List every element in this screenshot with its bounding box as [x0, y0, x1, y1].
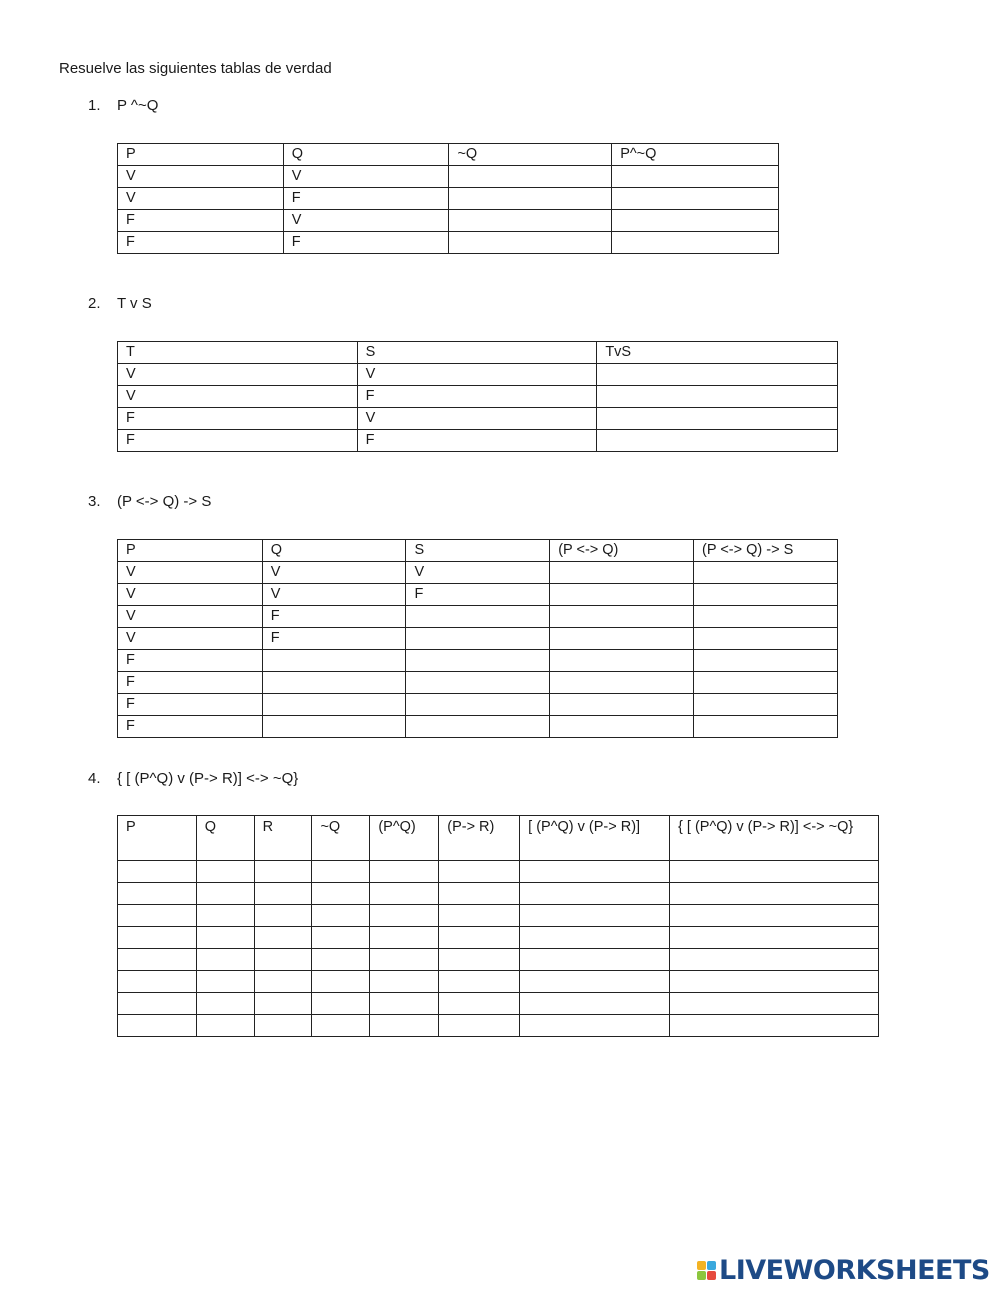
table-row	[118, 562, 838, 584]
column-header: S	[357, 342, 597, 364]
answer-cell[interactable]	[550, 716, 694, 738]
value-cell: V	[406, 562, 550, 584]
column-header: (P <-> Q)	[550, 540, 694, 562]
answer-cell[interactable]	[254, 927, 312, 949]
answer-cell[interactable]	[370, 927, 439, 949]
answer-cell[interactable]	[550, 584, 694, 606]
table-row	[118, 883, 879, 905]
table-row	[118, 949, 879, 971]
answer-cell[interactable]	[196, 993, 254, 1015]
value-cell: F	[283, 232, 449, 254]
value-cell: V	[283, 210, 449, 232]
answer-cell[interactable]	[196, 883, 254, 905]
column-header: ~Q	[449, 144, 612, 166]
table-row	[118, 606, 838, 628]
question-4-title	[88, 770, 298, 787]
answer-cell[interactable]	[370, 905, 439, 927]
value-cell: V	[262, 584, 406, 606]
answer-cell[interactable]	[262, 650, 406, 672]
answer-cell[interactable]	[312, 993, 370, 1015]
answer-cell[interactable]	[670, 971, 879, 993]
column-header: P	[118, 144, 284, 166]
answer-cell[interactable]	[670, 949, 879, 971]
answer-cell[interactable]	[694, 584, 838, 606]
value-cell: V	[118, 628, 263, 650]
value-cell: F	[118, 650, 263, 672]
column-header: R	[254, 816, 312, 861]
answer-cell[interactable]	[550, 628, 694, 650]
answer-cell[interactable]	[406, 650, 550, 672]
answer-cell[interactable]	[370, 949, 439, 971]
question-expression: { [ (P^Q) v (P-> R)] <-> ~Q}	[117, 770, 299, 787]
instruction-text: Resuelve las siguientes tablas de verdad	[59, 60, 332, 77]
answer-cell[interactable]	[370, 971, 439, 993]
answer-cell[interactable]	[118, 949, 197, 971]
answer-cell[interactable]	[694, 650, 838, 672]
table-row	[118, 386, 838, 408]
answer-cell[interactable]	[670, 927, 879, 949]
table-row	[118, 408, 838, 430]
value-cell: V	[118, 386, 358, 408]
liveworksheets-logo	[697, 1255, 990, 1286]
answer-cell[interactable]	[520, 905, 670, 927]
value-cell: V	[118, 606, 263, 628]
question-1-title	[88, 97, 158, 114]
answer-cell[interactable]	[439, 927, 520, 949]
column-header: T	[118, 342, 358, 364]
answer-cell[interactable]	[520, 861, 670, 883]
table-row	[118, 905, 879, 927]
value-cell: V	[118, 562, 263, 584]
logo-text: LIVEWORKSHEETS	[719, 1255, 990, 1286]
answer-cell[interactable]	[118, 927, 197, 949]
column-header: [ (P^Q) v (P-> R)]	[520, 816, 670, 861]
answer-cell[interactable]	[312, 1015, 370, 1037]
answer-cell[interactable]	[196, 861, 254, 883]
question-number: 2.	[88, 295, 101, 312]
answer-cell[interactable]	[520, 1015, 670, 1037]
answer-cell[interactable]	[612, 210, 779, 232]
answer-cell[interactable]	[312, 883, 370, 905]
value-cell: F	[118, 430, 358, 452]
table-row	[118, 694, 838, 716]
answer-cell[interactable]	[550, 606, 694, 628]
answer-cell[interactable]	[254, 905, 312, 927]
table-row	[118, 971, 879, 993]
answer-cell[interactable]	[118, 971, 197, 993]
table-row	[118, 927, 879, 949]
answer-cell[interactable]	[550, 650, 694, 672]
answer-cell[interactable]	[370, 883, 439, 905]
answer-cell[interactable]	[670, 993, 879, 1015]
answer-cell[interactable]	[370, 993, 439, 1015]
value-cell: V	[357, 364, 597, 386]
answer-cell[interactable]	[262, 716, 406, 738]
answer-cell[interactable]	[694, 606, 838, 628]
answer-cell[interactable]	[670, 883, 879, 905]
answer-cell[interactable]	[312, 905, 370, 927]
column-header: Q	[283, 144, 449, 166]
answer-cell[interactable]	[406, 716, 550, 738]
answer-cell[interactable]	[597, 386, 838, 408]
value-cell: F	[118, 716, 263, 738]
answer-cell[interactable]	[694, 628, 838, 650]
answer-cell[interactable]	[312, 949, 370, 971]
column-header: P	[118, 816, 197, 861]
answer-cell[interactable]	[254, 1015, 312, 1037]
question-expression: T v S	[117, 295, 152, 312]
answer-cell[interactable]	[439, 1015, 520, 1037]
table-row	[118, 210, 779, 232]
answer-cell[interactable]	[406, 694, 550, 716]
column-header: ~Q	[312, 816, 370, 861]
answer-cell[interactable]	[597, 408, 838, 430]
value-cell: F	[118, 672, 263, 694]
answer-cell[interactable]	[406, 672, 550, 694]
answer-cell[interactable]	[406, 606, 550, 628]
answer-cell[interactable]	[196, 927, 254, 949]
table-header-row	[118, 342, 838, 364]
value-cell: F	[357, 430, 597, 452]
answer-cell[interactable]	[694, 672, 838, 694]
question-number: 3.	[88, 493, 101, 510]
value-cell: F	[118, 232, 284, 254]
answer-cell[interactable]	[439, 993, 520, 1015]
answer-cell[interactable]	[118, 861, 197, 883]
answer-cell[interactable]	[439, 971, 520, 993]
question-number: 4.	[88, 770, 101, 787]
answer-cell[interactable]	[670, 861, 879, 883]
value-cell: F	[357, 386, 597, 408]
column-header: (P^Q)	[370, 816, 439, 861]
value-cell: F	[118, 210, 284, 232]
value-cell: V	[118, 364, 358, 386]
answer-cell[interactable]	[118, 905, 197, 927]
truth-table-4	[117, 815, 879, 1037]
answer-cell[interactable]	[196, 1015, 254, 1037]
answer-cell[interactable]	[520, 993, 670, 1015]
answer-cell[interactable]	[449, 210, 612, 232]
answer-cell[interactable]	[612, 232, 779, 254]
answer-cell[interactable]	[694, 694, 838, 716]
value-cell: F	[262, 606, 406, 628]
column-header: P	[118, 540, 263, 562]
answer-cell[interactable]	[520, 971, 670, 993]
answer-cell[interactable]	[520, 927, 670, 949]
table-row	[118, 584, 838, 606]
answer-cell[interactable]	[597, 364, 838, 386]
answer-cell[interactable]	[254, 993, 312, 1015]
answer-cell[interactable]	[520, 949, 670, 971]
column-header: Q	[196, 816, 254, 861]
column-header: (P <-> Q) -> S	[694, 540, 838, 562]
answer-cell[interactable]	[254, 861, 312, 883]
value-cell: V	[118, 584, 263, 606]
answer-cell[interactable]	[370, 1015, 439, 1037]
answer-cell[interactable]	[612, 188, 779, 210]
answer-cell[interactable]	[439, 883, 520, 905]
table-row	[118, 188, 779, 210]
column-header: Q	[262, 540, 406, 562]
liveworksheets-logo-icon	[697, 1261, 716, 1280]
answer-cell[interactable]	[118, 993, 197, 1015]
answer-cell[interactable]	[118, 883, 197, 905]
column-header: TvS	[597, 342, 838, 364]
answer-cell[interactable]	[550, 672, 694, 694]
answer-cell[interactable]	[449, 188, 612, 210]
answer-cell[interactable]	[694, 562, 838, 584]
table-row	[118, 232, 779, 254]
answer-cell[interactable]	[550, 562, 694, 584]
answer-cell[interactable]	[254, 971, 312, 993]
answer-cell[interactable]	[196, 905, 254, 927]
answer-cell[interactable]	[312, 861, 370, 883]
answer-cell[interactable]	[312, 971, 370, 993]
answer-cell[interactable]	[439, 861, 520, 883]
value-cell: V	[118, 188, 284, 210]
answer-cell[interactable]	[449, 232, 612, 254]
table-header-row	[118, 540, 838, 562]
value-cell: F	[118, 408, 358, 430]
question-expression: P ^~Q	[117, 97, 159, 114]
answer-cell[interactable]	[670, 1015, 879, 1037]
value-cell: F	[406, 584, 550, 606]
answer-cell[interactable]	[254, 883, 312, 905]
table-header-row	[118, 144, 779, 166]
question-expression: (P <-> Q) -> S	[117, 493, 212, 510]
table-row	[118, 1015, 879, 1037]
table-row	[118, 716, 838, 738]
answer-cell[interactable]	[196, 949, 254, 971]
question-3-title	[88, 493, 211, 510]
column-header: P^~Q	[612, 144, 779, 166]
question-number: 1.	[88, 97, 101, 114]
answer-cell[interactable]	[118, 1015, 197, 1037]
table-row	[118, 166, 779, 188]
question-2-title	[88, 295, 152, 312]
value-cell: V	[262, 562, 406, 584]
answer-cell[interactable]	[597, 430, 838, 452]
answer-cell[interactable]	[370, 861, 439, 883]
answer-cell[interactable]	[312, 927, 370, 949]
column-header: (P-> R)	[439, 816, 520, 861]
table-row	[118, 993, 879, 1015]
table-row	[118, 364, 838, 386]
answer-cell[interactable]	[449, 166, 612, 188]
answer-cell[interactable]	[262, 672, 406, 694]
truth-table-1	[117, 143, 779, 254]
column-header: { [ (P^Q) v (P-> R)] <-> ~Q}	[670, 816, 879, 861]
table-header-row	[118, 816, 879, 861]
truth-table-2	[117, 341, 838, 452]
answer-cell[interactable]	[694, 716, 838, 738]
answer-cell[interactable]	[439, 949, 520, 971]
value-cell: F	[283, 188, 449, 210]
answer-cell[interactable]	[196, 971, 254, 993]
table-row	[118, 861, 879, 883]
table-row	[118, 650, 838, 672]
answer-cell[interactable]	[520, 883, 670, 905]
truth-table-3	[117, 539, 838, 738]
answer-cell[interactable]	[612, 166, 779, 188]
value-cell: V	[118, 166, 284, 188]
answer-cell[interactable]	[439, 905, 520, 927]
value-cell: V	[357, 408, 597, 430]
table-row	[118, 628, 838, 650]
answer-cell[interactable]	[406, 628, 550, 650]
table-row	[118, 672, 838, 694]
value-cell: V	[283, 166, 449, 188]
answer-cell[interactable]	[670, 905, 879, 927]
table-row	[118, 430, 838, 452]
value-cell: F	[262, 628, 406, 650]
column-header: S	[406, 540, 550, 562]
answer-cell[interactable]	[550, 694, 694, 716]
value-cell: F	[118, 694, 263, 716]
answer-cell[interactable]	[262, 694, 406, 716]
answer-cell[interactable]	[254, 949, 312, 971]
